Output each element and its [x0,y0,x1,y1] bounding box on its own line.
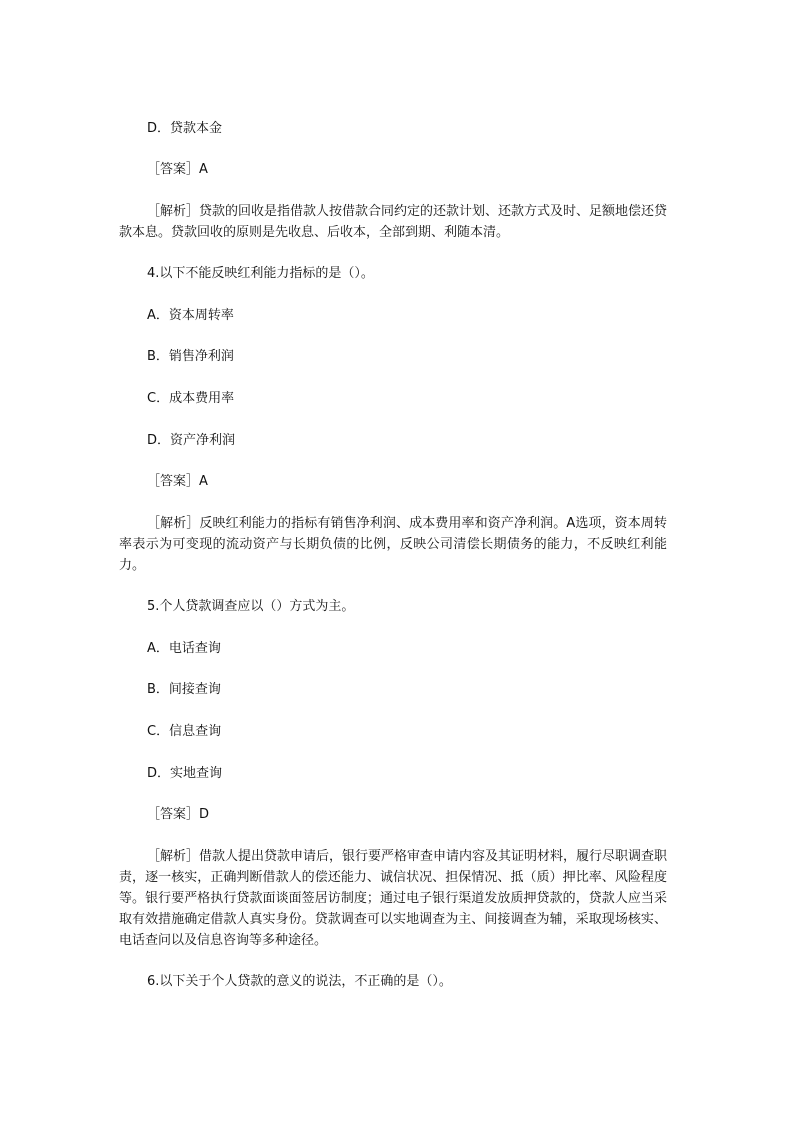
question-4-option-d: D．资产净利润 [147,433,236,448]
question-5-option-b: B．间接查询 [147,682,221,697]
analysis-paragraph: ［解析］贷款的回收是指借款人按借款合同约定的还款计划、还款方式及时、足额地偿还贷款本息。贷款回收的原则是先收息、后收本，全部到期、利随本清。 [119,204,668,240]
question-4-option-c: C．成本费用率 [147,391,235,406]
analysis-paragraph: ［解析］反映红利能力的指标有销售净利润、成本费用率和资产净利润。A选项，资本周转率表示为可变现的流动资产与长期负债的比例，反映公司清偿长期债务的能力，不反映红利能力。 [119,516,667,573]
question-4-option-b: B．销售净利润 [147,349,234,364]
answer-label: ［答案］A [147,162,208,177]
question-5-option-a: A．电话查询 [147,641,221,656]
option-d-loan-principal: D．贷款本金 [147,121,223,136]
question-5-option-c: C．信息查询 [147,724,222,739]
question-4: 4.以下不能反映红利能力指标的是（）。 [147,266,374,281]
question-4-option-a: A．资本周转率 [147,308,234,323]
answer-label: ［答案］D [147,807,210,822]
question-5-option-d: D．实地查询 [147,766,223,781]
analysis-paragraph: ［解析］借款人提出贷款申请后，银行要严格审查申请内容及其证明材料，履行尽职调查职责，逐一核实，正确判断借款人的偿还能力、诚信状况、担保情况、抵（质）押比率、风险程度等。银行要严格执行贷款面谈面签居访制度；通过电子银行渠道发放质押贷款的，贷款人应当采取有效措施确定借款人真实身份。贷款调查可以实地调查为主、间接调查为辅，采取现场核实、电话查问以及信息咨询等多种途径。 [119,849,668,948]
answer-label: ［答案］A [147,474,208,489]
question-6: 6.以下关于个人贷款的意义的说法，不正确的是（）。 [147,974,452,989]
question-5: 5.个人贷款调查应以（）方式为主。 [147,599,355,614]
